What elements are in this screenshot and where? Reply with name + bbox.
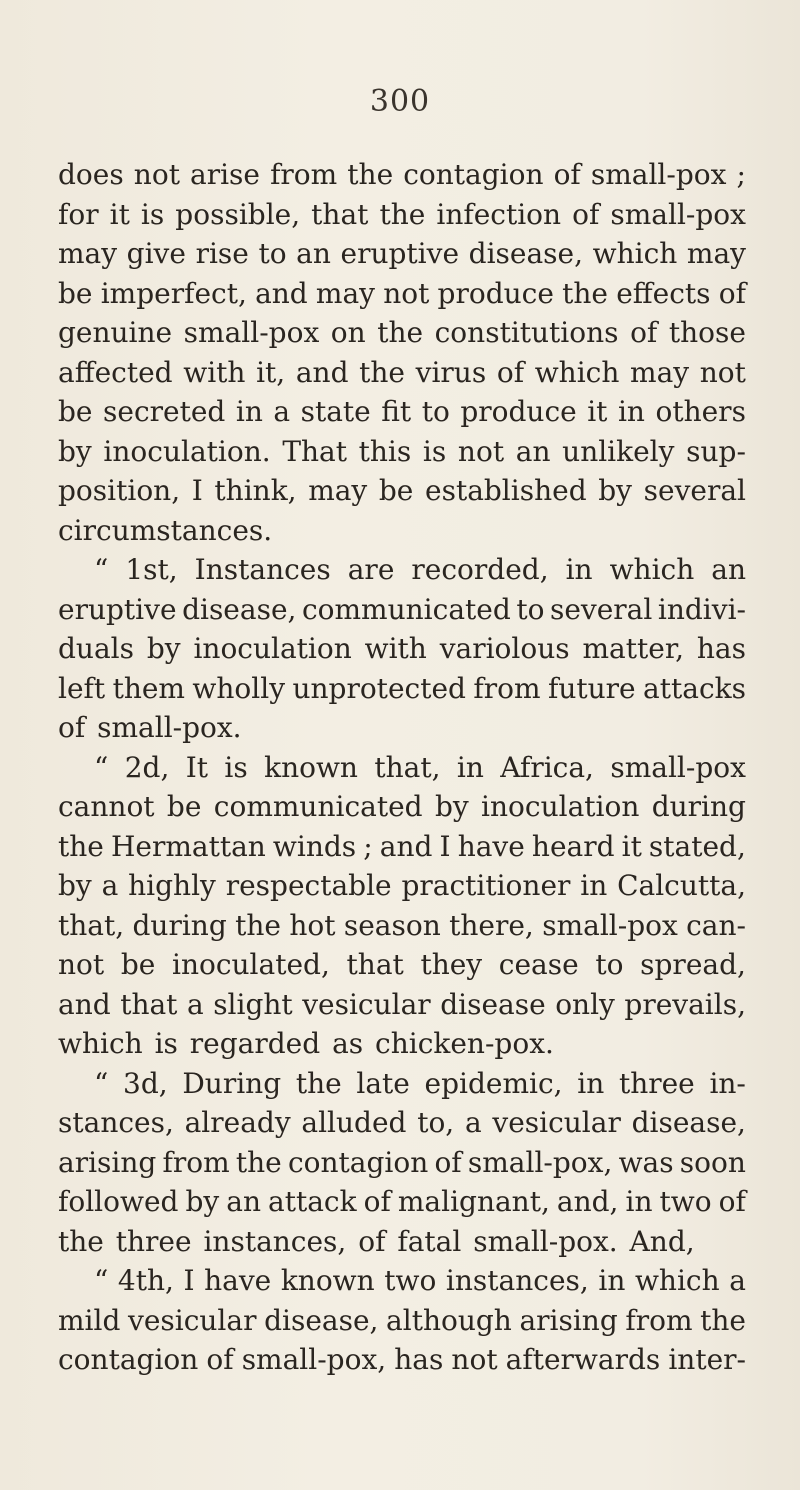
- text-line: eruptive disease, communicated to several indivi-: [58, 592, 746, 626]
- body-text: [58, 155, 746, 1380]
- text-line: by inoculation. That this is not an unlikely sup-: [58, 434, 746, 468]
- text-line: that, during the hot season there, small-pox can-: [58, 908, 746, 942]
- text-line: “ 2d, It is known that, in Africa, small-pox: [94, 750, 746, 784]
- text-line: not be inoculated, that they cease to spread,: [58, 948, 746, 981]
- text-line: which is regarded as chicken-pox.: [58, 1027, 554, 1060]
- text-line: does not arise from the contagion of small-pox ;: [58, 158, 746, 191]
- text-line: be imperfect, and may not produce the effects of: [58, 276, 746, 310]
- page-number: 300: [369, 84, 431, 119]
- text-line: arising from the contagion of small-pox, was soon: [58, 1145, 746, 1179]
- text-line: followed by an attack of malignant, and, in two of: [58, 1185, 746, 1218]
- text-line: for it is possible, that the infection of small-pox: [58, 197, 746, 231]
- text-line: “ 4th, I have known two instances, in which a: [94, 1264, 746, 1297]
- text-line: stances, already alluded to, a vesicular disease,: [58, 1106, 746, 1139]
- text-line: of small-pox.: [58, 711, 242, 744]
- text-line: mild vesicular disease, although arising from the: [58, 1303, 746, 1337]
- text-line: left them wholly unprotected from future attacks: [58, 671, 746, 705]
- text-line: may give rise to an eruptive disease, which may: [58, 237, 746, 270]
- text-line: cannot be communicated by inoculation during: [58, 790, 746, 823]
- text-line: duals by inoculation with variolous matter, has: [58, 632, 746, 665]
- text-line: be secreted in a state fit to produce it in others: [58, 395, 746, 428]
- text-line: position, I think, may be established by several: [58, 474, 746, 507]
- text-line: “ 1st, Instances are recorded, in which an: [94, 553, 746, 586]
- text-line: the three instances, of fatal small-pox. And,: [58, 1224, 695, 1258]
- text-line: “ 3d, During the late epidemic, in three in-: [94, 1066, 746, 1100]
- text-line: the Hermattan winds ; and I have heard it stated,: [58, 829, 746, 863]
- text-line: genuine small-pox on the constitutions of those: [58, 316, 746, 349]
- text-line: circumstances.: [58, 513, 273, 547]
- text-line: by a highly respectable practitioner in Calcutta,: [58, 869, 746, 902]
- text-line: and that a slight vesicular disease only prevails,: [58, 987, 746, 1021]
- text-line: affected with it, and the virus of which may not: [58, 355, 746, 389]
- text-line: contagion of small-pox, has not afterwards inter-: [58, 1343, 746, 1376]
